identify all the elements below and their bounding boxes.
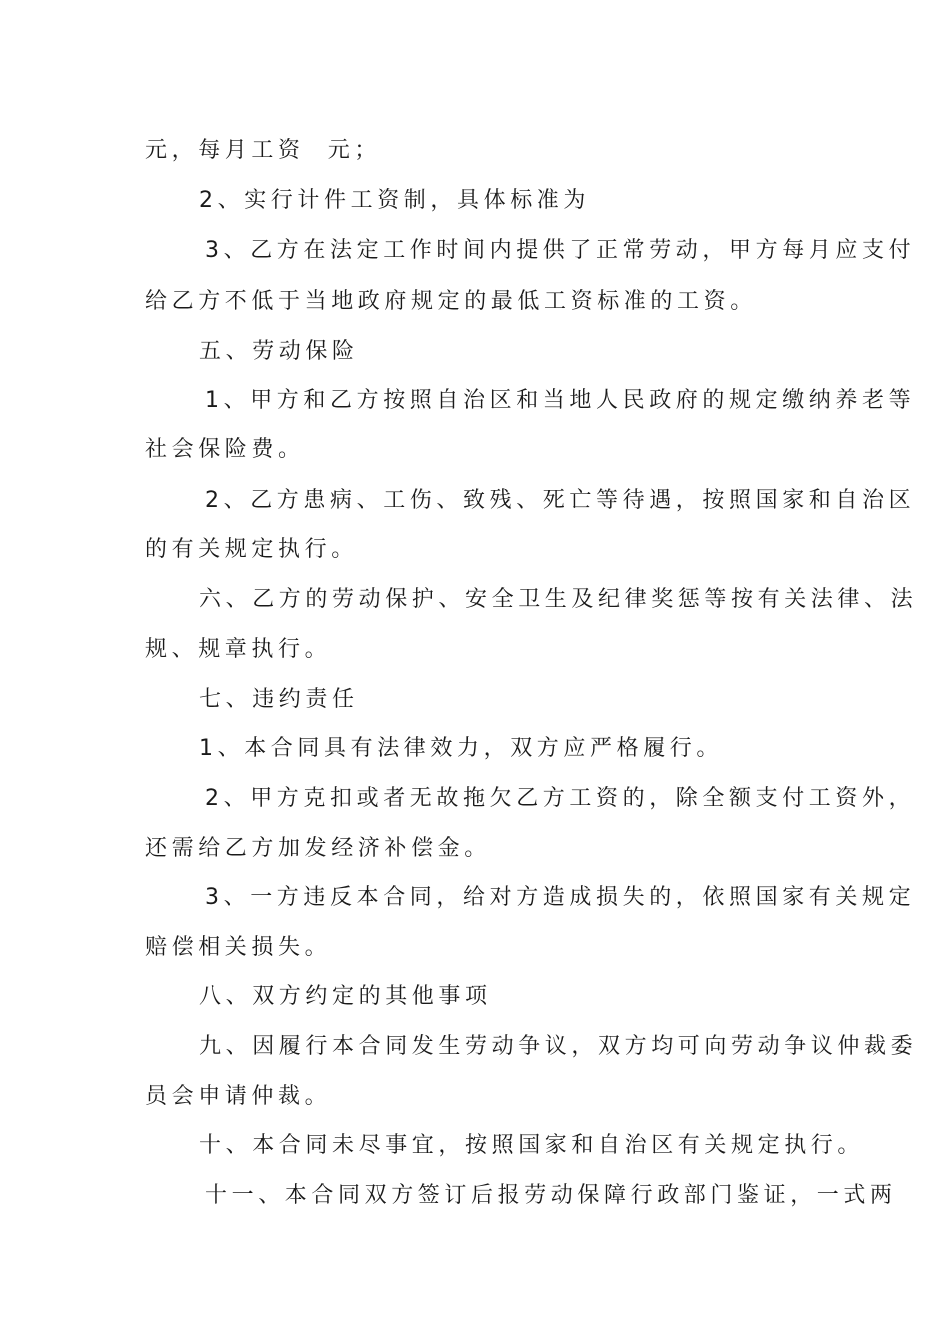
text-line-19: 九、因履行本合同发生劳动争议，双方均可向劳动争议仲裁委 bbox=[199, 1034, 918, 1059]
section-heading-other-matters: 八、双方约定的其他事项 bbox=[199, 984, 492, 1009]
text-line-21: 十、本合同未尽事宜，按照国家和自治区有关规定执行。 bbox=[199, 1133, 865, 1158]
section-heading-liability: 七、违约责任 bbox=[199, 687, 359, 712]
text-line-10: 六、乙方的劳动保护、安全卫生及纪律奖惩等按有关法律、法 bbox=[199, 587, 918, 612]
section-heading-labor-insurance: 五、劳动保险 bbox=[199, 339, 359, 364]
text-line-9: 的有关规定执行。 bbox=[145, 537, 358, 562]
text-line-7: 社会保险费。 bbox=[145, 437, 305, 462]
text-line-16: 3、一方违反本合同，给对方造成损失的，依照国家有关规定 bbox=[205, 885, 916, 910]
text-line-11: 规、规章执行。 bbox=[145, 637, 332, 662]
text-line-1: 元，每月工资 元； bbox=[145, 138, 381, 163]
text-line-13: 1、本合同具有法律效力，双方应严格履行。 bbox=[199, 736, 723, 761]
text-line-6: 1、甲方和乙方按照自治区和当地人民政府的规定缴纳养老等 bbox=[205, 388, 916, 413]
text-line-14: 2、甲方克扣或者无故拖欠乙方工资的，除全额支付工资外， bbox=[205, 786, 916, 811]
text-line-8: 2、乙方患病、工伤、致残、死亡等待遇，按照国家和自治区 bbox=[205, 488, 916, 513]
text-line-2: 2、实行计件工资制，具体标准为 bbox=[199, 188, 590, 213]
text-line-17: 赔偿相关损失。 bbox=[145, 935, 332, 960]
text-line-3: 3、乙方在法定工作时间内提供了正常劳动，甲方每月应支付 bbox=[205, 238, 916, 263]
text-line-20: 员会申请仲裁。 bbox=[145, 1084, 332, 1109]
text-line-4: 给乙方不低于当地政府规定的最低工资标准的工资。 bbox=[145, 289, 757, 314]
text-line-22: 十一、本合同双方签订后报劳动保障行政部门鉴证，一式两 bbox=[205, 1183, 897, 1208]
text-line-15: 还需给乙方加发经济补偿金。 bbox=[145, 836, 491, 861]
